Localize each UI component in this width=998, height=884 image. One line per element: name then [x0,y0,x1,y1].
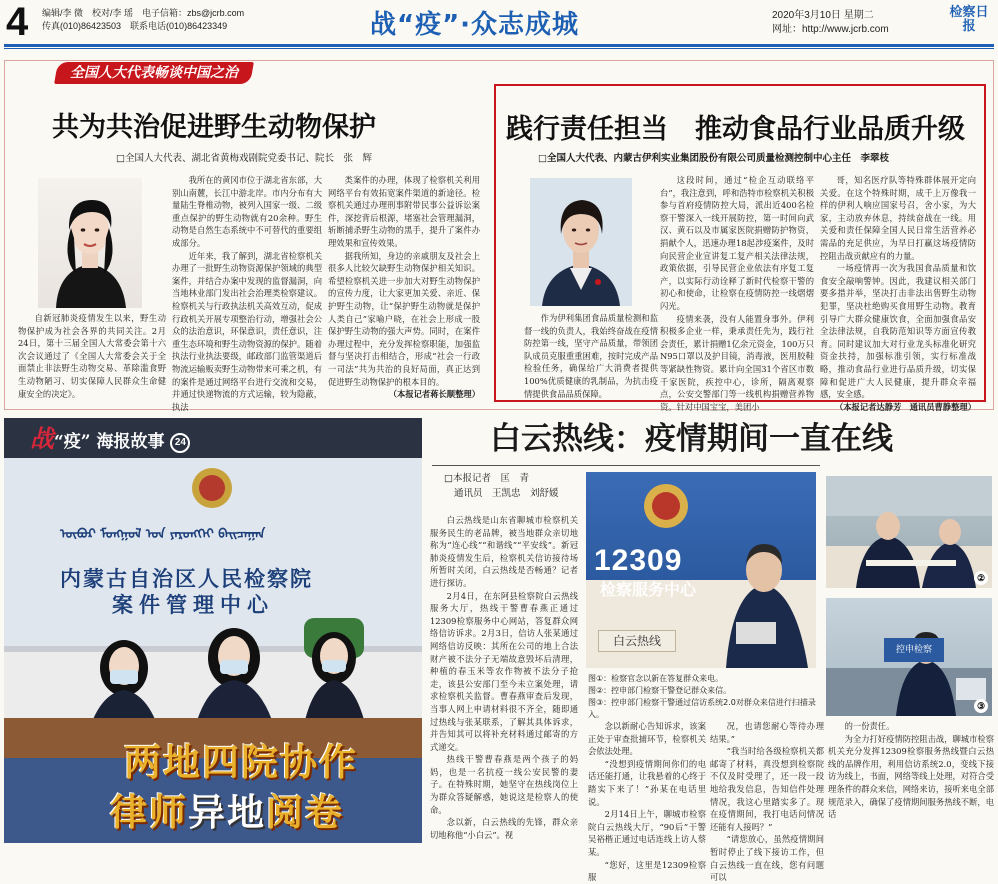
office-sign: 控申检察 [884,638,944,662]
paragraph: 白云热线是山东省聊城市检察机关服务民生的老品牌，被当地群众亲切地称为“连心线”“和谐线”“平安线”。新冠肺炎疫情发生后，检察机关信访接待场所暂时关闭，白云热线是否畅通？记者进行探访。 [430,515,578,588]
article2-column-2 [660,174,814,412]
poster-tag-number: 24 [170,433,190,453]
paragraph: 类案件的办理，体现了检察机关利用网络平台有效拓宽案件渠道的新途径。检察机关通过办理刑事附带民事公益诉讼案件，深挖背后根源，堵塞社会管理漏洞，斩断捕杀野生动物的黑手，提升了案件办理效果和宣传效果。 [328,175,480,248]
article2-portrait-photo [530,178,632,306]
paragraph: 念以新，白云热线的先锋，群众亲切地称他“小白云”。视 [430,817,578,840]
photo-staff-registering [826,476,992,588]
article1-column-3 [328,174,480,400]
paragraph: 况，也请您耐心等待办理结果。” [710,721,824,744]
article1-credit: （本报记者蒋长顺整理） [388,389,480,400]
poster-mongolian-text: ᠥᠪᠦᠷ ᠮᠣᠩᠭᠣᠯ ᠤᠨ ᠶᠡᠷᠦᠩᠬᠡᠢ ᠪᠠᠢᠴᠠᠭᠠᠨ [60,527,266,542]
portrait-illustration [38,178,142,308]
poster-word: 律师 [110,791,188,834]
article3-column-3 [710,720,824,883]
paragraph: 2月14日上午，聊城市检察院白云热线大厅，“90后”干警吴裕楷正通过电话连线上访人蔡某。 [588,809,706,857]
issue-date: 2020年3月10日 星期二 [772,10,874,21]
paragraph: “请您放心，虽然疫情期间暂时停止了线下接访工作，但白云热线一直在线，您有问题可以 [710,834,824,883]
article1-byline: □全国人大代表、湖北省黄梅戏剧院党委书记、院长 张 辉 [116,153,372,164]
paragraph: 疫情来袭，没有人能置身事外。伊利积极多企业一样，秉承责任先为，践行社会责任，累计捐赠1亿余元资金，100万只N95口罩以及护目镜，消毒液，医用胶鞋等紧缺性物资。累计向全国31个省区市数千家医院，疾控中心，诊所，隔离观察点，公安交警部门等一线机构捐赠营养物资。针对中国宝宝，美团小 [660,313,814,412]
masthead-rule [4,44,994,47]
paragraph: 念以新耐心告知诉求，该案正处于审查批捕环节，检察机关会依法处理。 [588,721,706,757]
photo-captions [588,673,818,721]
paragraph: “没想到疫情期间你们的电话还能打通，让我悬着的心终于踏实下来了！”孙某在电话里说。 [588,758,706,807]
article2-byline: □全国人大代表、内蒙古伊利实业集团股份有限公司质量检测控制中心主任 李翠枝 [538,153,889,164]
article3-column-2 [588,720,706,883]
paragraph: 哥，知名医疗队等特殊群体展开定向关爱。在这个特殊时期，成千上万像我一样的伊利人响应国家号召，舍小家，为大家，主动放弃休息，持续奋战在一线。用关爱和责任保障全国人民日常生活营养必需品的充足供应，为早日打赢这场疫情防控阻击战贡献应有的力量。 [820,175,976,261]
article3-byline-2: 通讯员 王凯忠 刘舒媛 [454,488,559,499]
column-ribbon [54,62,254,84]
caption: 图③：控申部门检察干警通过信访系统2.0对群众来信进行扫描录入。 [588,698,816,719]
article2-column-3 [820,174,976,412]
editor-info [42,7,244,33]
article3-headline: 白云热线：疫情期间一直在线 [490,421,893,457]
article3-column-1 [430,514,578,843]
portrait-illustration [530,178,632,306]
hotline-desk-sign: 白云热线 [598,630,676,652]
article1-column-2 [172,174,322,412]
poster-headline-line2 [110,792,344,834]
paragraph: 热线干警曹春燕是两个孩子的妈妈，也是一名抗疫一线公安民警的妻子。在特殊时期，她坚守在热线岗位上为群众答疑解惑，她说这是检察人的使命。 [430,754,578,815]
paragraph: 为全力打好疫情防控阻击战，聊城市检察机关充分发挥12309检察服务热线暨白云热线的品牌作用，利用信访系统2.0，变线下接访为线上，书面，网络等线上处理，对符合受理条件的群众来信，网络来访，接听来电全部规范录入，确保了疫情期间服务热线不断，电话 [828,733,994,820]
paragraph: 作为伊利集团食品质量检测和监督一线的负责人，我始终奋战在疫情防控第一线，坚守产品质量，带领团队成员克服重重困难，按时完成产品检验任务，确保给广大消费者提供100%优质健康的乳制品，为抗击疫情提供食品品质保障。 [524,313,658,399]
page-number: 4 [6,0,29,44]
paragraph: “我当时给各级检察机关都邮寄了材料，真没想到检察院不仅及时受理了，还一段一段地给我发信息，告知信件处理情况，我这心里踏实多了。现在疫情期间，我打电话问情况还能有人接吗？” [710,746,824,832]
poster-word-highlight: 异地 [188,791,266,834]
hotline-subtitle: 检察服务中心 [600,580,697,599]
article1-column-1 [18,312,166,404]
paragraph: 的一份责任。 [844,721,895,731]
article2-column-1 [524,312,658,399]
photo-number-badge: ③ [974,699,988,713]
poster-tag-quote: “疫” [54,432,91,452]
column-ribbon-label: 全国人大代表畅谈中国之治 [70,65,238,81]
article3-byline: □本报记者 匡 青 [444,473,529,484]
paragraph: 一场疫情再一次为我国食品质量和饮食安全敲响警钟。因此，我建议相关部门要多措并举，坚决打击非法出售野生动物犯罪，坚决杜绝购买食用野生动物。教育引导广大群众健康饮食，全面加强食品安全法律法规，自我防范知识等方面宣传教育。同时建议加大对行业龙头标准化研究资金扶持，加强标准引领，实行标准战略，推动食品行业进行品质升级，切实保障和促进广大人民健康，提升群众幸福感，安全感。 [820,263,976,400]
article2-credit: （本报记者达静芳 通讯员曹静整理） [834,401,976,412]
section-title: 战“疫”·众志成城 [370,10,580,40]
poster-center-name: 案件管理中心 [112,593,274,617]
poster-word: 阅卷 [266,791,344,834]
caption: 图②：控申部门检察干警登记群众来信。 [588,686,732,695]
paragraph: 自新冠肺炎疫情发生以来，野生动物保护成为社会各界的共同关注。2月24日，第十三届全国人大常委会第十六次会议通过了《全国人大常委会关于全面禁止非法野生动物交易、革除滥食野生动物陋习、切实保障人民群众生命健康安全的决定》。 [18,313,166,399]
poster-tag [30,424,190,453]
article3-rule [432,465,820,466]
website-link[interactable]: 网址：http://www.jcrb.com [772,24,889,35]
article1-portrait-photo [38,178,142,308]
paragraph: 这段时间，通过“检企互动联络平台”，我注意到，呼和浩特市检察机关积极参与首府疫情防控大局，派出近400名检察干警深入一线开展防控，第一时间向武汉、黄石以及市属家医院捐赠防护物资，捐献个人，迅速办理18起涉疫案件，及时向民营企业宣讲复工复产相关法律法规，政策依据，引导民营企业依法有序复工复产，以实际行动诠释了新时代检察干警的初心和使命，让检察在疫情防控一线熠熠闪光。 [660,175,814,311]
poster-headline-line1: 两地四院协作 [124,741,358,784]
paragraph: 近年来，我了解到，湖北省检察机关办理了一批野生动物资源保护领域的典型案件，并结合办案中发现的监督漏洞，向当地林业部门发出社会治理类检察建议。检察机关与行政执法机关高效互动，促成行政机关开展专项整治行动，增强社会公众的法治意识，环保意识，责任意识，注重生态环境和野生动物资源的保护。随着执法行业执法要级，邮政部门监管渠道后物流运输贩卖野生动物带来可乘之机，有的案件是通过网络平台进行交流和交易，并通过快递物流的方式运输，较为隐蔽，执法 [172,250,322,412]
poster-org-name: 内蒙古自治区人民检察院 [60,567,313,591]
article1-headline: 共为共治促进野生动物保护 [52,112,376,143]
registering-scene [826,476,992,588]
caption: 图①：检察官念以新在答复群众来电。 [588,674,724,683]
photo-number-badge: ② [974,571,988,585]
paragraph: 我所在的黄冈市位于湖北省东部，大别山南麓，长江中游北岸。市内分布有大量陆生脊椎动物，被列入国家一级、二级重点保护的野生动物就有20余种。野生动物是自然生态系统中不可替代的重要组成部分。 [172,175,322,248]
date-info [772,9,889,37]
photo-staff-scanning [826,598,992,716]
masthead-rule-thin [4,48,994,49]
poster-tag-text: 海报故事 [96,432,165,452]
editor-line: 编辑/李 微 校对/李 瑶 电子信箱：zbs@jcrb.com [42,8,245,18]
paragraph: 据我所知，身边的亲戚朋友及社会上很多人比较欠缺野生动物保护相关知识。希望检察机关进一步加大对野生动物保护的宣传力度，让大家更加关爱、亲近、保护野生动物，让“保护野生动物就是保护人类自己”家喻户晓，在社会上形成一股保护野生动物的强大声势。同时，在案件办理过程中，充分发挥检察职能，加强监督与坚决打击相结合，形成“社会一行政一司法”共为共治的良好局面，真正达到促进野生动物保护的根本目的。 [328,250,480,387]
article2-headline: 践行责任担当 推动食品行业品质升级 [506,114,965,145]
masthead [0,0,998,46]
newspaper-logo: 检察日报 [949,5,989,34]
article3-column-4 [828,720,994,843]
paragraph: “您好，这里是12309检察服 [588,859,706,883]
poster-tag-prefix: 战 [30,424,54,453]
contact-line: 传真(010)86423503 联系电话(010)86423349 [42,21,228,31]
hotline-number: 12309 [594,544,683,577]
paragraph: 2月4日，在东阿县检察院白云热线服务大厅，热线干警曹春燕正通过12309检察服务中心网站，答复群众网络信访诉求。2月3日，信访人张某通过网络信访反映：其所在公司的地上合法财产被不法分子无端故意毁坏后清理，种植的春玉米等农作物被不法分子抢走，该县公安部门至今未立案处理，请求检察机关监督。曹春燕审查后发现，当事人网上申请材料很不齐全，随即通过热线与张某联系，了解其具体诉求，并告知其可以将补充材料通过邮寄的方式递交。 [430,590,578,752]
